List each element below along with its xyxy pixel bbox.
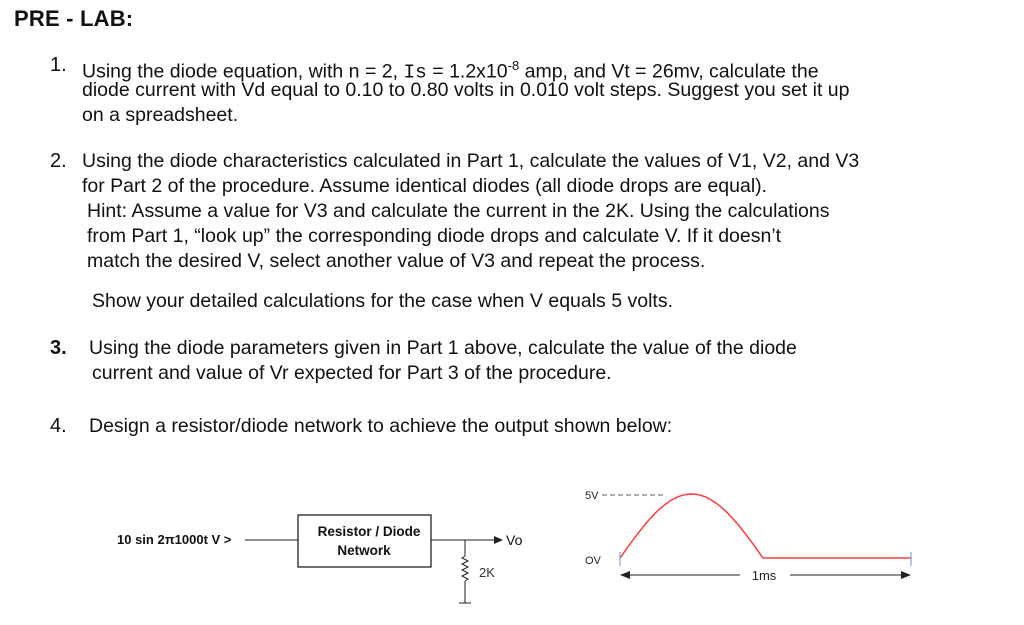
period-arrow-right-icon <box>901 571 911 579</box>
output-waveform <box>585 490 911 583</box>
item-1-number: 1. <box>50 54 67 76</box>
item-1-line-3: on a spreadsheet. <box>82 104 239 126</box>
item-2-number: 2. <box>50 150 67 172</box>
item-3-number: 3. <box>50 337 67 359</box>
item-3-line-2: current and value of Vr expected for Part 3 of the procedure. <box>92 362 612 384</box>
output-label: Vo <box>506 532 523 548</box>
item-1-text-b: = 1.2x10 <box>426 60 508 83</box>
item-2-hint-1: Hint: Assume a value for V3 and calculate the current in the 2K. Using the calculations <box>87 200 830 222</box>
network-box <box>298 515 431 567</box>
resistor-label: 2K <box>479 565 495 580</box>
page-title: PRE - LAB: <box>14 6 134 31</box>
item-2-hint-2: from Part 1, “look up” the corresponding diode drops and calculate V. If it doesn’t <box>87 225 782 247</box>
item-1-text-c: amp, and Vt = 26mv, calculate the <box>519 60 819 83</box>
input-source-label: 10 sin 2π1000t V > <box>117 532 232 547</box>
item-2-show-calculations: Show your detailed calculations for the case when V equals 5 volts. <box>92 290 674 312</box>
item-1-is-symbol: Is <box>403 61 427 84</box>
peak-voltage-label: 5V <box>585 490 599 502</box>
item-2-line-2: for Part 2 of the procedure. Assume identical diodes (all diode drops are equal). <box>82 175 768 197</box>
item-2-line-1: Using the diode characteristics calculated in Part 1, calculate the values of V1, V2, and V3 <box>82 150 860 172</box>
network-box-label-2: Network <box>337 543 391 558</box>
output-half-wave-curve <box>620 494 763 558</box>
circuit-diagram <box>117 515 523 603</box>
item-4-line-1: Design a resistor/diode network to achieve the output shown below: <box>89 415 673 437</box>
period-arrow-left-icon <box>620 571 630 579</box>
item-1-exponent: -8 <box>507 58 520 73</box>
item-2-hint-3: match the desired V, select another value of V3 and repeat the process. <box>87 250 706 272</box>
period-label: 1ms <box>751 568 777 583</box>
item-1-line-2: diode current with Vd equal to 0.10 to 0.80 volts in 0.010 volt steps. Suggest you set it up <box>82 79 850 101</box>
output-arrow-icon <box>494 536 503 544</box>
item-1-text-a: Using the diode equation, with n = 2, <box>82 60 404 83</box>
item-3-line-1: Using the diode parameters given in Part 1 above, calculate the value of the diode <box>89 337 797 359</box>
network-box-label-1: Resistor / Diode <box>317 524 421 539</box>
item-4-number: 4. <box>50 415 67 437</box>
zero-voltage-label: OV <box>585 555 601 567</box>
resistor-zigzag <box>462 556 468 581</box>
